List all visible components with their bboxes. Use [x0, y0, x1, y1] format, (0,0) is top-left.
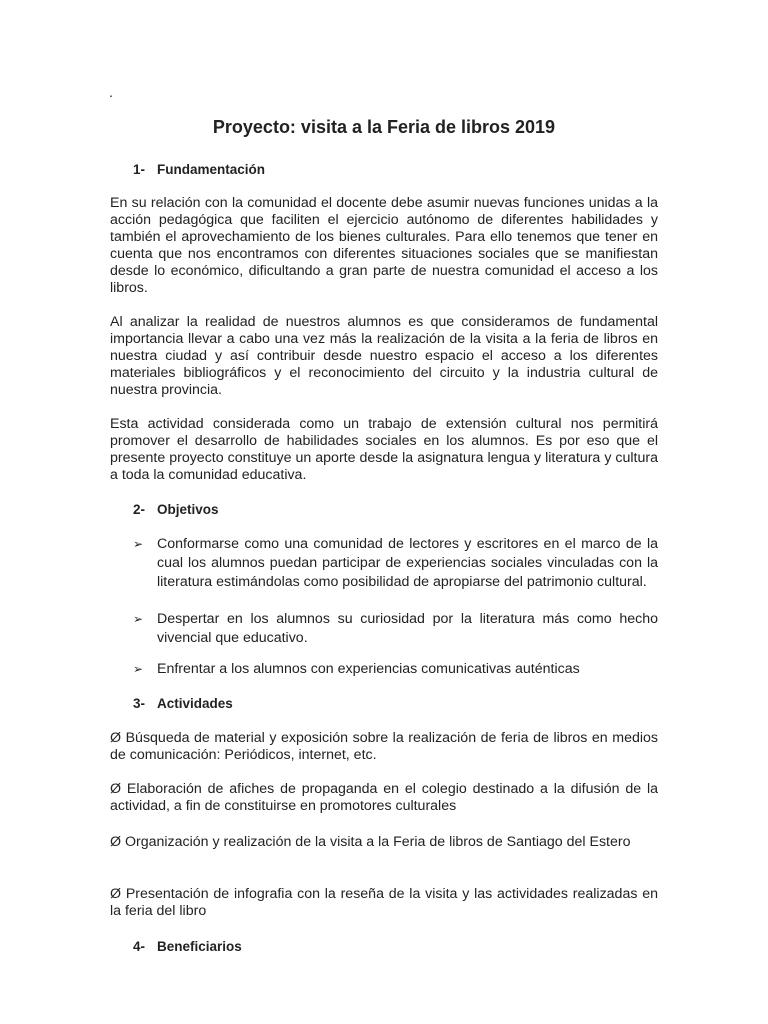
section-heading-actividades	[133, 696, 233, 711]
section-number: 4-	[133, 939, 146, 954]
activity-item: Ø Elaboración de afiches de propaganda en el colegio destinado a la difusión de la actividad, a fin de constituirse en promotores culturales	[110, 781, 658, 815]
section-number: 2-	[133, 502, 146, 517]
activity-item: Ø Búsqueda de material y exposición sobre la realización de feria de libros en medios de comunicación: Periódicos, internet, etc.	[110, 730, 658, 764]
list-item-text: Enfrentar a los alumnos con experiencias comunicativas auténticas	[157, 661, 580, 677]
section-label: Fundamentación	[157, 162, 266, 177]
section-label: Objetivos	[157, 502, 219, 517]
document-title: Proyecto: visita a la Feria de libros 2019	[212, 117, 556, 137]
section-label: Actividades	[157, 696, 233, 711]
section-heading-fundamentacion	[133, 162, 265, 177]
section-heading-beneficiarios	[133, 939, 242, 954]
section-number: 1-	[133, 162, 146, 177]
section-heading-objetivos	[133, 502, 219, 517]
list-item-text: Conformarse como una comunidad de lectores y escritores en el marco de la cual los alumnos puedan participar de experiencias sociales vinculadas con la literatura estimándolas como posibilidad de apropiarse del patrimonio cultural.	[157, 536, 658, 591]
arrow-bullet-icon: ➢	[133, 612, 144, 626]
paragraph: En su relación con la comunidad el docente debe asumir nuevas funciones unidas a la acción pedagógica que faciliten el ejercicio autónomo de diferentes habilidades y también el aprovechamiento de los bienes culturales. Para ello tenemos que tener en cuenta que nos encontramos con diferentes situaciones sociales que se manifiestan desde lo económico, dificultando a gran parte de nuestra comunidad el acceso a los libros.	[110, 195, 658, 297]
arrow-bullet-icon: ➢	[133, 537, 144, 551]
list-item	[133, 660, 658, 679]
section-label: Beneficiarios	[157, 939, 242, 954]
stray-dot: .	[109, 84, 113, 100]
list-item-text: Despertar en los alumnos su curiosidad por la literatura más como hecho vivencial que educativo.	[157, 611, 658, 647]
paragraph: Esta actividad considerada como un trabajo de extensión cultural nos permitirá promover el desarrollo de habilidades sociales en los alumnos. Es por eso que el presente proyecto constituye un aporte desde la asignatura lengua y literatura y cultura a toda la comunidad educativa.	[110, 416, 658, 484]
activity-item: Ø Organización y realización de la visita a la Feria de libros de Santiago del Estero	[110, 834, 631, 850]
list-item	[133, 610, 658, 648]
paragraph: Al analizar la realidad de nuestros alumnos es que consideramos de fundamental importancia llevar a cabo una vez más la realización de la visita a la feria de libros en nuestra ciudad y así contribuir desde nuestro espacio el acceso a los diferentes materiales bibliográficos y el reconocimiento del circuito y la industria cultural de nuestra provincia.	[110, 314, 658, 399]
activity-item: Ø Presentación de infografia con la reseña de la visita y las actividades realizadas en la feria del libro	[110, 886, 658, 920]
list-item	[133, 535, 658, 593]
section-number: 3-	[133, 696, 146, 711]
arrow-bullet-icon: ➢	[133, 662, 144, 676]
